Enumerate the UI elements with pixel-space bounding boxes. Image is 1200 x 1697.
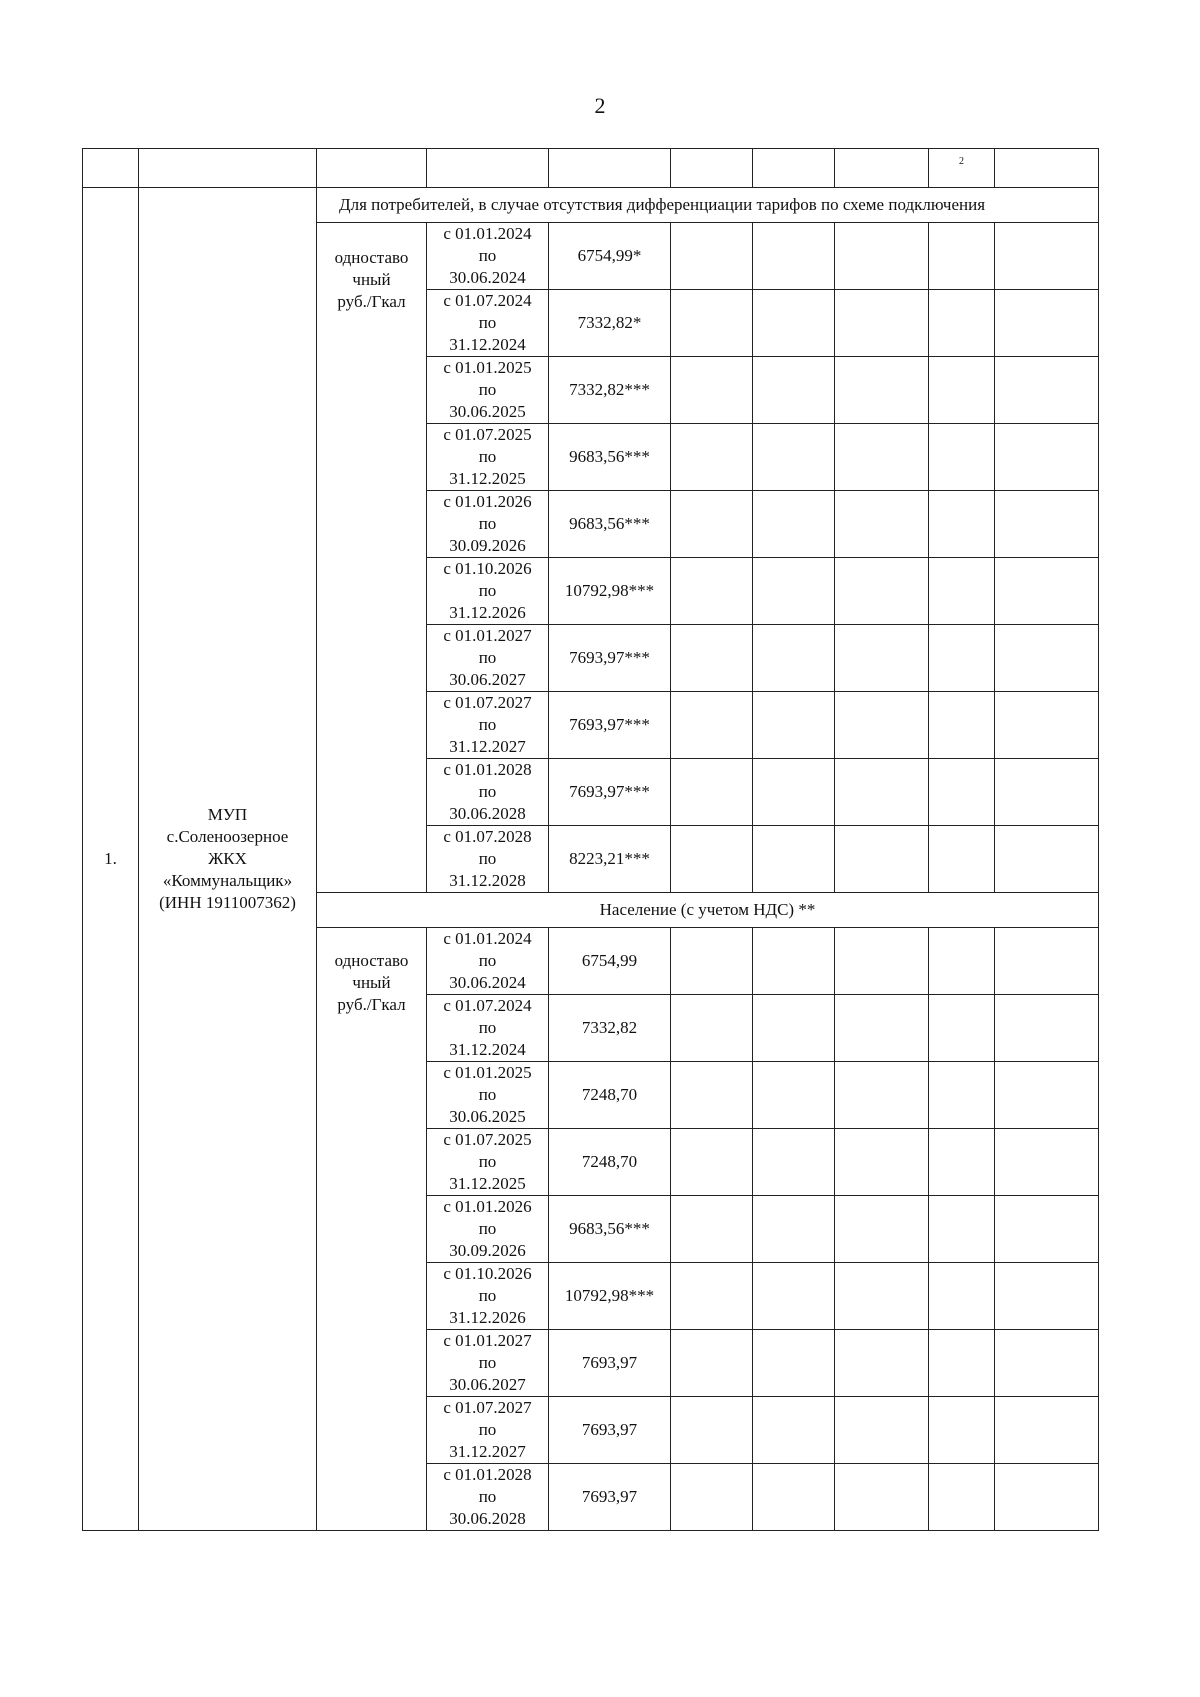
text-line: с 01.07.2025 — [443, 425, 532, 444]
empty-cell — [753, 491, 835, 558]
empty-cell — [753, 1397, 835, 1464]
text-line: с 01.01.2027 — [443, 1331, 532, 1350]
empty-cell — [671, 625, 753, 692]
empty-cell — [995, 928, 1099, 995]
empty-cell — [995, 491, 1099, 558]
empty-cell — [835, 928, 929, 995]
period-cell — [427, 491, 549, 558]
empty-cell — [671, 1062, 753, 1129]
text-line: 31.12.2026 — [449, 1308, 526, 1327]
text-line: с 01.07.2027 — [443, 1398, 532, 1417]
empty-cell — [835, 826, 929, 893]
header-cell — [835, 149, 929, 188]
empty-cell — [929, 759, 995, 826]
empty-cell — [753, 223, 835, 290]
text-line: одноставо — [334, 951, 409, 970]
tariff-value: 9683,56*** — [549, 491, 671, 558]
period-cell — [427, 1397, 549, 1464]
tariff-value: 10792,98*** — [549, 558, 671, 625]
empty-cell — [929, 1397, 995, 1464]
tariff-value: 6754,99* — [549, 223, 671, 290]
period-cell — [427, 223, 549, 290]
header-cell — [83, 149, 139, 188]
empty-cell — [995, 357, 1099, 424]
tariff-value: 10792,98*** — [549, 1263, 671, 1330]
tariff-value: 9683,56*** — [549, 424, 671, 491]
header-cell — [549, 149, 671, 188]
tariff-value: 7693,97 — [549, 1330, 671, 1397]
period-cell — [427, 995, 549, 1062]
section-title: Население (с учетом НДС) ** — [317, 893, 1099, 928]
period-cell — [427, 759, 549, 826]
tariff-value: 7693,97 — [549, 1464, 671, 1531]
empty-cell — [835, 357, 929, 424]
text-line: 30.09.2026 — [449, 536, 526, 555]
tariff-value: 7693,97*** — [549, 692, 671, 759]
empty-cell — [929, 826, 995, 893]
header-cell — [753, 149, 835, 188]
section-title: Для потребителей, в случае отсутствия дифференциации тарифов по схеме подключения — [317, 188, 1099, 223]
text-line: по — [478, 1085, 497, 1104]
empty-cell — [753, 692, 835, 759]
tariff-value: 7693,97 — [549, 1397, 671, 1464]
empty-cell — [671, 1464, 753, 1531]
empty-cell — [835, 1330, 929, 1397]
empty-cell — [929, 1062, 995, 1129]
page-number: 2 — [594, 93, 606, 118]
empty-cell — [835, 558, 929, 625]
text-line: по — [478, 1286, 497, 1305]
text-line: ЖКХ — [208, 849, 247, 868]
empty-cell — [929, 1464, 995, 1531]
empty-cell — [929, 995, 995, 1062]
period-cell — [427, 928, 549, 995]
empty-cell — [671, 1397, 753, 1464]
period-cell — [427, 1263, 549, 1330]
empty-cell — [671, 223, 753, 290]
empty-cell — [753, 558, 835, 625]
period-cell — [427, 1464, 549, 1531]
row-index: 1. — [83, 188, 139, 1531]
text-line: 31.12.2024 — [449, 1040, 526, 1059]
text-line: по — [478, 447, 497, 466]
empty-cell — [835, 759, 929, 826]
text-line: по — [478, 1018, 497, 1037]
empty-cell — [835, 692, 929, 759]
tariff-value: 9683,56*** — [549, 1196, 671, 1263]
empty-cell — [995, 1129, 1099, 1196]
text-line: по — [478, 1487, 497, 1506]
empty-cell — [671, 491, 753, 558]
text-line: по — [478, 514, 497, 533]
empty-cell — [995, 692, 1099, 759]
text-line: с 01.01.2024 — [443, 224, 532, 243]
empty-cell — [671, 424, 753, 491]
text-line: по — [478, 1420, 497, 1439]
text-line: по — [478, 1219, 497, 1238]
empty-cell — [753, 1330, 835, 1397]
tariff-value: 7332,82 — [549, 995, 671, 1062]
empty-cell — [671, 357, 753, 424]
empty-cell — [671, 1196, 753, 1263]
period-cell — [427, 1062, 549, 1129]
empty-cell — [929, 558, 995, 625]
empty-cell — [929, 424, 995, 491]
text-line: с 01.10.2026 — [443, 559, 532, 578]
empty-cell — [835, 290, 929, 357]
empty-cell — [929, 357, 995, 424]
empty-cell — [995, 759, 1099, 826]
text-line: 30.06.2028 — [449, 804, 526, 823]
empty-cell — [671, 1129, 753, 1196]
text-line: 30.06.2027 — [449, 1375, 526, 1394]
empty-cell — [753, 1263, 835, 1330]
text-line: МУП — [207, 805, 248, 824]
empty-cell — [671, 1330, 753, 1397]
text-line: 31.12.2026 — [449, 603, 526, 622]
empty-cell — [995, 558, 1099, 625]
text-line: с 01.01.2025 — [443, 1063, 532, 1082]
empty-cell — [753, 1196, 835, 1263]
tariff-value: 7332,82* — [549, 290, 671, 357]
empty-cell — [995, 1062, 1099, 1129]
empty-cell — [835, 1196, 929, 1263]
text-line: с 01.01.2024 — [443, 929, 532, 948]
text-line: одноставо — [334, 248, 409, 267]
empty-cell — [671, 290, 753, 357]
text-line: 30.06.2025 — [449, 402, 526, 421]
empty-cell — [995, 826, 1099, 893]
text-line: 31.12.2028 — [449, 871, 526, 890]
empty-cell — [929, 1129, 995, 1196]
empty-cell — [753, 995, 835, 1062]
text-line: по — [478, 313, 497, 332]
text-line: 30.06.2025 — [449, 1107, 526, 1126]
text-line: с.Соленоозерное — [166, 827, 289, 846]
empty-cell — [671, 995, 753, 1062]
text-line: 30.06.2027 — [449, 670, 526, 689]
empty-cell — [835, 625, 929, 692]
empty-cell — [929, 1196, 995, 1263]
text-line: с 01.01.2028 — [443, 1465, 532, 1484]
empty-cell — [753, 424, 835, 491]
empty-cell — [671, 558, 753, 625]
text-line: «Коммунальщик» — [162, 871, 293, 890]
rate-type — [317, 223, 427, 893]
text-line: 30.09.2026 — [449, 1241, 526, 1260]
text-line: с 01.01.2028 — [443, 760, 532, 779]
empty-cell — [835, 491, 929, 558]
empty-cell — [995, 1196, 1099, 1263]
empty-cell — [753, 928, 835, 995]
empty-cell — [753, 826, 835, 893]
empty-cell — [929, 223, 995, 290]
text-line: с 01.07.2025 — [443, 1130, 532, 1149]
period-cell — [427, 558, 549, 625]
header-cell — [139, 149, 317, 188]
empty-cell — [835, 1129, 929, 1196]
section-row — [83, 188, 1099, 223]
empty-cell — [671, 928, 753, 995]
empty-cell — [995, 1397, 1099, 1464]
tariff-value: 7248,70 — [549, 1062, 671, 1129]
empty-cell — [671, 826, 753, 893]
text-line: 31.12.2025 — [449, 1174, 526, 1193]
tariff-value: 7693,97*** — [549, 759, 671, 826]
text-line: по — [478, 581, 497, 600]
empty-cell — [753, 357, 835, 424]
empty-cell — [995, 995, 1099, 1062]
empty-cell — [929, 1263, 995, 1330]
header-cell — [671, 149, 753, 188]
empty-cell — [753, 759, 835, 826]
empty-cell — [929, 928, 995, 995]
empty-cell — [995, 1330, 1099, 1397]
empty-cell — [929, 1330, 995, 1397]
empty-cell — [995, 424, 1099, 491]
text-line: с 01.10.2026 — [443, 1264, 532, 1283]
text-line: по — [478, 648, 497, 667]
header-cell — [995, 149, 1099, 188]
empty-cell — [753, 290, 835, 357]
text-line: по — [478, 246, 497, 265]
empty-cell — [929, 692, 995, 759]
empty-cell — [835, 1263, 929, 1330]
empty-cell — [835, 1062, 929, 1129]
period-cell — [427, 625, 549, 692]
text-line: по — [478, 849, 497, 868]
period-cell — [427, 1330, 549, 1397]
empty-cell — [753, 1129, 835, 1196]
period-cell — [427, 357, 549, 424]
text-line: руб./Гкал — [337, 292, 406, 311]
tariff-value: 7248,70 — [549, 1129, 671, 1196]
text-line: по — [478, 951, 497, 970]
text-line: по — [478, 380, 497, 399]
empty-cell — [929, 491, 995, 558]
tariff-table — [82, 148, 1099, 1531]
text-line: с 01.07.2028 — [443, 827, 532, 846]
text-line: по — [478, 782, 497, 801]
text-line: по — [478, 1353, 497, 1372]
tariff-value: 8223,21*** — [549, 826, 671, 893]
empty-cell — [995, 625, 1099, 692]
text-line: с 01.07.2027 — [443, 693, 532, 712]
empty-cell — [753, 1464, 835, 1531]
text-line: с 01.01.2026 — [443, 492, 532, 511]
text-line: 30.06.2028 — [449, 1509, 526, 1528]
text-line: по — [478, 1152, 497, 1171]
text-line: (ИНН 1911007362) — [159, 893, 296, 912]
text-line: 30.06.2024 — [449, 268, 526, 287]
empty-cell — [995, 223, 1099, 290]
empty-cell — [995, 1263, 1099, 1330]
text-line: 31.12.2027 — [449, 1442, 526, 1461]
period-cell — [427, 1196, 549, 1263]
text-line: 31.12.2027 — [449, 737, 526, 756]
empty-cell — [995, 290, 1099, 357]
period-cell — [427, 290, 549, 357]
organization-name — [139, 188, 317, 1531]
text-line: чный — [352, 270, 391, 289]
empty-cell — [929, 290, 995, 357]
empty-cell — [929, 625, 995, 692]
period-cell — [427, 1129, 549, 1196]
header-cell — [317, 149, 427, 188]
empty-cell — [835, 1464, 929, 1531]
text-line: руб./Гкал — [337, 995, 406, 1014]
table-header-row — [83, 149, 1099, 188]
tariff-value: 7693,97*** — [549, 625, 671, 692]
text-line: с 01.07.2024 — [443, 996, 532, 1015]
empty-cell — [671, 1263, 753, 1330]
text-line: с 01.01.2027 — [443, 626, 532, 645]
empty-cell — [835, 1397, 929, 1464]
text-line: 30.06.2024 — [449, 973, 526, 992]
header-cell — [427, 149, 549, 188]
tariff-value: 7332,82*** — [549, 357, 671, 424]
period-cell — [427, 424, 549, 491]
empty-cell — [995, 1464, 1099, 1531]
period-cell — [427, 826, 549, 893]
empty-cell — [835, 995, 929, 1062]
empty-cell — [671, 759, 753, 826]
text-line: 31.12.2025 — [449, 469, 526, 488]
text-line: по — [478, 715, 497, 734]
empty-cell — [753, 1062, 835, 1129]
tariff-value: 6754,99 — [549, 928, 671, 995]
column-number: 2 — [929, 149, 995, 188]
period-cell — [427, 692, 549, 759]
empty-cell — [835, 424, 929, 491]
empty-cell — [835, 223, 929, 290]
empty-cell — [753, 625, 835, 692]
text-line: с 01.07.2024 — [443, 291, 532, 310]
text-line: с 01.01.2025 — [443, 358, 532, 377]
empty-cell — [671, 692, 753, 759]
text-line: 31.12.2024 — [449, 335, 526, 354]
text-line: чный — [352, 973, 391, 992]
text-line: с 01.01.2026 — [443, 1197, 532, 1216]
rate-type — [317, 928, 427, 1531]
